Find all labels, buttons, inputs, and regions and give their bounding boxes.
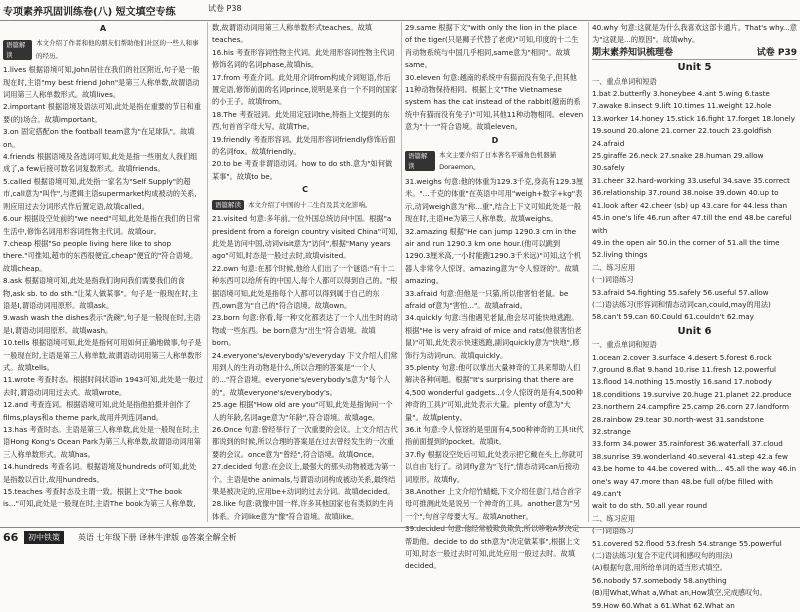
- unit5-line: 36.relationship 37.round 38.noise 39.down 40.up to: [592, 188, 779, 198]
- unit5-line: (一)词语练习: [592, 275, 634, 285]
- book-info: 英语 七年级下册 译林牛津版 ◎答案全解全析: [78, 533, 237, 542]
- review-header: [592, 47, 797, 60]
- page-number: 66: [3, 531, 19, 544]
- unit5-line: (二)语法练习(形容词和情态动词can,could,may的用法): [592, 299, 771, 309]
- unit6-line: one's way 47.more than 48.be full of/be filled with 49.can't: [592, 476, 773, 499]
- answer-item: 8.ask 根据语境可知,此处是指我们询问我们需要我们的食物,ask sb. to do sth."让某人做某事"。句子是一般现在时,主语是I,谓语动词用原形。故填ask。: [3, 276, 198, 310]
- review-page-ref: 试卷 P39: [756, 47, 797, 58]
- unit5-line: 41.look after 42.cheer (sb) up 43.care for 44.less than: [592, 200, 787, 210]
- answer-item: 11.wrote 考查时态。根据时间状语in 1943可知,此处是一般过去时,谓语动词用过去式。故填wrote。: [3, 375, 204, 397]
- answer-item: 40.why 句意:这就是为什么我喜欢这部卡通片。That's why...意为"这就是...的原因"。故填why。: [592, 23, 797, 45]
- answer-item: 35.plenty 句意:他可以掌出大量神奇的工具来帮助人们解决各种问题。根据"It's surprising that there are 4,500 wonderful gadgets...(令人惊讶的是有4,500种神奇的工具)"可知,此处表示大量。plenty of意为"大量"。故填plenty。: [405, 362, 583, 422]
- unit5-line: 1.bat 2.butterfly 3.honeybee 4.ant 5.wing 6.taste: [592, 89, 770, 99]
- unit6-line: 一、重点单词和短语: [592, 340, 657, 350]
- unit6-line: 28.rainbow 29.tear 30.north-west 31.sandstone 32.strange: [592, 414, 764, 436]
- unit5-line: 19.sound 20.alone 21.corner 22.touch 23.goldfish 24.afraid: [592, 126, 772, 148]
- answer-item: 23.born 句意:你看,每一种文化都表达了一个人出生时的动物或一些东西。be born意为"出生"符合语境。故填born。: [212, 313, 398, 348]
- unit5-line: 7.awake 8.insect 9.lift 10.times 11.weight 12.hole: [592, 101, 772, 111]
- answer-item: 39.decided 句意:他经常被欺负欺负,所以哆啦A梦决定帮助他。decide to do sth意为"决定做某事",根据上文可知,时态一般过去时可知,此处应用一般过去时。故填decided。: [405, 524, 580, 571]
- section-heading: D: [491, 135, 499, 145]
- summary-tag: 语篇解读: [212, 200, 244, 210]
- answer-item: 5.called 根据语境可知,此处指一家名为"Self Supply"的超市,call意为"叫作",与逻辑主语supermarket构成被动的关系,则应用过去分词形式作后置定语,故填called。: [3, 176, 197, 211]
- unit6-line: 33.form 34.power 35.rainforest 36.waterfall 37.cloud: [592, 439, 783, 449]
- summary-text: 本文主要介绍了日本著名平遥角色机器猫Doraemon。: [439, 151, 557, 172]
- unit6-line: 43.be home to 44.be covered with... 45.all the way 46.in: [592, 464, 797, 474]
- answer-item: 36.it 句意:令人惊讶的是里面有4,500种神奇的工具!it代指前面提到的pocket。故填it。: [405, 425, 584, 447]
- passage-summary: [212, 199, 398, 211]
- answer-item: 24.everyone's/everybody's/everyday 下文介绍人们常用到人的生肖动物是什么,所以合理的答案是"一个人的..."符合语境。everyone's/everybody's意为"每个人的"。故填everyone's/everybody's。: [212, 350, 398, 397]
- answer-item: 15.teaches 考查时态及主谓一致。根据上文"The book is..."可知,此处是一般现在时,主语The book为第三人称单数,: [3, 487, 196, 509]
- answer-item: 30.eleven 句意:越南的系统中有猫而没有兔子,但其他11种动物保持相同。根据上文"The Vietnamese system has the cat instead of the rabbit(越南的系统中有猫而没有兔子)"可知,其他11种动物相同。eleven意为"十一"符合语境。故填eleven。: [405, 72, 584, 132]
- unit6-line: 7.ground 8.flat 9.hand 10.rise 11.fresh 12.powerful: [592, 364, 777, 374]
- column-3: [405, 22, 585, 571]
- summary-text: 本文介绍了中国的十二生肖及其文化影响。: [248, 200, 372, 209]
- answer-item: 7.cheap 根据"So people living here like to shop there."可推知,超市的东西很便宜,cheap"便宜的"符合语境。故填cheap。: [3, 238, 198, 273]
- answer-item: 1.lives 根据语境可知,John居住在我们的社区附近,句子是一般现在时,主语"my best friend John"是第三人称单数,故谓语动词用第三人称单数形式。故填lives。: [3, 65, 200, 100]
- unit5-line: 31.cheer 32.hard-working 33.useful 34.save 35.correct: [592, 175, 790, 185]
- brand-logo: 初中铁策: [24, 531, 64, 544]
- answer-item: 16.his 考查形容词性物主代词。此处用形容词性物主代词修饰名词的名词phase,故填his。: [212, 47, 395, 70]
- unit5-line: 二、练习应用: [592, 262, 636, 272]
- page-footer: [0, 527, 800, 548]
- answer-item: 数,故谓语动词用第三人称单数形式teaches。故填teaches。: [212, 23, 372, 45]
- answer-item: 28.like 句意:就像中国一样,许多其他国家也有类似的生肖体系。介词like意为"像"符合语境。故填like。: [212, 499, 394, 521]
- unit6-line: (B)用What,What a,What an,How填空,完成感叹句。: [592, 588, 767, 598]
- summary-tag: 语篇解读: [3, 40, 32, 60]
- unit6-line: 38.sunrise 39.wonderland 40.several 41.step 42.a few: [592, 451, 788, 461]
- answer-item: 3.on 固定搭配on the football team意为"在足球队"。故填on。: [3, 127, 195, 149]
- unit6-line: 23.northern 24.campfire 25.camp 26.corn 27.landform: [592, 402, 789, 412]
- answer-item: 37.fly 根据设空处后可知,此处表示把它戴在头上,你就可以自由飞行了。动词fly意为"飞行",情态动词can后接动词原形。故填fly。: [405, 449, 584, 484]
- answer-item: 38.Another 上文介绍竹蜻蜓,下文介绍任意门,结合首字母可推测此处是说另一个神奇的工具。another意为"另一个",句首字母要大写。故填Another。: [405, 487, 582, 521]
- unit5-line: 13.worker 14.honey 15.stick 16.fight 17.forget 18.lonely: [592, 113, 796, 123]
- passage-summary: [405, 149, 585, 174]
- column-1: [3, 22, 203, 525]
- unit6-line: 18.conditions 19.survive 20.huge 21.planet 22.produce: [592, 389, 792, 399]
- answer-item: 20.to be 考查非谓语动词。how to do sth.意为"如何做某事"。故填to be。: [212, 159, 393, 181]
- section-heading: C: [302, 185, 308, 195]
- passage-summary: [3, 37, 203, 62]
- answer-item: 14.hundreds 考查名词。根据语境及hundreds of可知,此处是指数以百计,故用hundreds。: [3, 462, 197, 484]
- page-header: [0, 0, 800, 21]
- answer-item: 4.friends 根据语境及各选词可知,此处是指一些朋友人我们组成了,a few后接可数名词复数形式。故填friends。: [3, 152, 198, 174]
- unit6-line: (一)词语练习: [592, 526, 634, 536]
- unit6-line: 59.How 60.What a 61.What 62.What an: [592, 600, 735, 610]
- unit6-line: 56.nobody 57.somebody 58.anything: [592, 575, 727, 585]
- answer-item: 26.Once 句意:曾经举行了一次重要的会议。上文介绍古代都说到的时候,所以合理的答案是在过去曾经发生的一次重要的会议。once意为"曾经",符合语境。故填Once。: [212, 425, 398, 459]
- answer-item: 19.friendly 考查形容词。此处用形容词friendly修饰后面的名词fox。故填friendly。: [212, 134, 396, 157]
- page-reference: 试卷 P38: [208, 4, 242, 13]
- answer-item: 32.amazing 根据"He can jump 1290.3 cm in the air and run 1290.3 km one hour.(他可以跳到1290.3厘米高,一小时能跑1290.3千米远)"可知,这个机器人非常令人惊讶。amazing意为"令人惊讶的"。故填amazing。: [405, 226, 581, 286]
- answer-item: 13.has 考查时态。主语是第三人称单数,此处是一般现在时,主语Hong Kong's Ocean Park为第三人称单数,故谓语动词用第三人称单数形式。故填has。: [3, 425, 201, 459]
- answer-item: 2.important 根据语境及语法可知,此处是指在重要的节日和重要(的)场合。故填important。: [3, 102, 201, 124]
- unit5-line: 25.giraffe 26.neck 27.snake 28.human 29.allow 30.safely: [592, 151, 764, 173]
- answer-item: 22.own 句意:在那个时候,他给人们出了一个谜语:"有十二种东西可以给所有的中国人,每个人都可以得到自己的。"根据语境可知,此处是指每个人都可以得到属于自己的东西,own意为"自己的"符合语境。故填own。: [212, 263, 398, 310]
- section-heading: A: [99, 24, 107, 33]
- answer-item: 6.our 根据设空处前的"we need"可知,此处是指在我们的日常生活中,修饰名词用形容词性物主代词。故填our。: [3, 214, 201, 236]
- review-title: 期末素养知识梳理卷: [592, 47, 674, 58]
- answer-item: 31.weighs 句意:他的体重为129.3千克,身高有129.3厘米。"...千克的体重"在英语中可用"weigh+数字+kg"表示,动词weigh意为"称...重",结合上下文可知此处是一般现在时,主语He为第三人称单数。故填weighs。: [405, 176, 584, 224]
- answer-item: 27.decided 句意:在会议上,最强大的那头动物被选为第一个。主语是the animals,与谓语动词构成被动关系,最终结果是被决定的,应用be+动词的过去分词。故填decided。: [212, 462, 396, 497]
- unit5-line: 52.living things: [592, 250, 648, 260]
- unit6-line: 1.ocean 2.cover 3.surface 4.desert 5.forest 6.rock: [592, 352, 772, 362]
- unit5-line: 一、重点单词和短语: [592, 76, 657, 86]
- answer-item: 25.age 根据"How old are you"可知,此处是指询问一个人的年龄,名词age意为"年龄",符合语境。故填age。: [212, 400, 393, 422]
- unit6-line: wait to do sth. 50.all year round: [592, 501, 708, 511]
- unit6-line: (二)语法练习(复合不定代词和感叹句的用法): [592, 551, 733, 561]
- summary-text: 本文介绍了作者和他的朋友们帮助他们社区的一些人和事的经历。: [36, 39, 199, 60]
- answer-item: 12.and 考查连词。根据语境可知,此处是指他拍摄并创作了films,plays和a theme park,故用并列连词and。: [3, 400, 191, 422]
- answer-item: 17.from 考查介词。此处用介词from构成介词短语,作后置定语,修饰前面的名词prince,说明是来自一个不同的国家的小王子。故填from。: [212, 72, 398, 107]
- unit5-line: 53.afraid 54.fighting 55.safely 56.useful 57.allow: [592, 287, 769, 297]
- summary-tag: 语篇解读: [405, 151, 435, 171]
- answer-item: 21.visited 句意:多年前,一位外国总统访问中国。根据"a president from a foreign country visited China"可知,此处是访问中国,动词visit意为"访问",根据"Many years ago"可知,时态是一般过去时,故填visited。: [212, 214, 398, 261]
- unit-title: Unit 6: [677, 325, 712, 337]
- unit5-line: 49.in the open air 50.in the corner of 51.all the time: [592, 237, 780, 247]
- unit-title: Unit 5: [677, 62, 712, 74]
- column-4: [592, 22, 797, 610]
- unit5-line: 45.in one's life 46.run after 47.till the end 48.be careful with: [592, 213, 792, 235]
- unit6-line: 13.flood 14.nothing 15.mostly 16.sand 17.nobody: [592, 377, 772, 387]
- answer-item: 9.wash wash the dishes表示"洗碗",句子是一般现在时,主语是I,谓语动词用原形。故填wash。: [3, 313, 201, 335]
- answer-item: 18.The 考查冠词。此处用定冠词the,特指上文提到的东西,句首首字母大写。故填The。: [212, 109, 390, 132]
- answer-item: 33.afraid 句意:但他是一只猫,所以他害怕老鼠。be afraid of意为"害怕..."。故填afraid。: [405, 288, 569, 310]
- page-title: 专项素养巩固训练卷(八) 短文填空专练: [3, 7, 176, 18]
- unit5-line: 58.can't 59.can 60.Could 61.couldn't 62.may: [592, 312, 754, 322]
- unit6-line: 51.covered 52.flood 53.fresh 54.strange 55.powerful: [592, 538, 782, 548]
- answer-item: 29.same 根据下文"with only the lion in the place of the tiger(只是狮子代替了老虎)"可知,印度的十二生肖动物系统与中国几乎相同,same意为"相同"。故填same。: [405, 23, 579, 70]
- unit6-line: (A)根据句意,用所给单词的适当形式填空。: [592, 563, 727, 573]
- unit6-line: 二、练习应用: [592, 513, 636, 523]
- answer-item: 34.quickly 句意:当他遇见老鼠,他会尽可能快地逃跑。根据"He is very afraid of mice and rats(他很害怕老鼠)"可知,此处表示快速逃跑,副词quickly意为"快地",修饰行为动词run。故填quickly。: [405, 313, 582, 360]
- column-2: [212, 22, 398, 525]
- answer-item: 10.tells 根据语境可知,此处是指何可用如何正确地做事,句子是一般现在时,主语是第三人称单数,故谓语动词用第三人称单数形式。故填tells。: [3, 338, 202, 372]
